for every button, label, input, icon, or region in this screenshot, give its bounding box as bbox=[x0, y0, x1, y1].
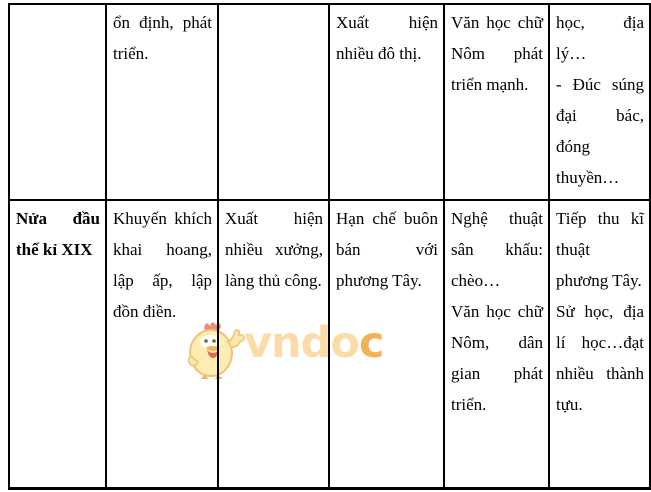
cell-paragraph: Hạn chế buôn bán với phương Tây. bbox=[336, 209, 438, 290]
cell-paragraph: Nửa đầu thế kỉ XIX bbox=[16, 209, 100, 259]
cell-paragraph: - Đúc súng đại bác, đóng thuyền… bbox=[556, 75, 644, 187]
cell-paragraph: Văn học chữ Nôm, dân gian phát triển. bbox=[451, 302, 543, 414]
cell-literature bbox=[444, 4, 549, 200]
cell-paragraph: Khuyến khích khai hoang, lập ấp, lập đồn điền. bbox=[113, 209, 212, 321]
cell-arts-literature bbox=[444, 200, 549, 489]
cell-paragraph: ổn định, phát triển. bbox=[113, 13, 212, 63]
cell-science bbox=[549, 200, 650, 489]
cell-period-header bbox=[9, 200, 106, 489]
cell-paragraph: Xuất hiện nhiều đô thị. bbox=[336, 13, 438, 63]
cell-agriculture bbox=[106, 200, 218, 489]
cell-handicraft-empty bbox=[218, 4, 329, 200]
cell-paragraph: Nghệ thuật sân khấu: chèo… bbox=[451, 209, 543, 290]
table-row-19th-century bbox=[9, 200, 650, 489]
cell-science bbox=[549, 4, 650, 200]
wordmark-accent: c bbox=[358, 318, 384, 368]
history-summary-table bbox=[8, 3, 651, 490]
cell-agriculture bbox=[106, 4, 218, 200]
cell-paragraph: học, địa lý… bbox=[556, 13, 644, 63]
cell-trade bbox=[329, 200, 444, 489]
cell-paragraph: Sử học, địa lí học…đạt nhiều thành tựu. bbox=[556, 302, 644, 414]
cell-paragraph: Văn học chữ Nôm phát triển mạnh. bbox=[451, 13, 543, 94]
cell-period-empty bbox=[9, 4, 106, 200]
cell-paragraph: Xuất hiện nhiều xưởng, làng thủ công. bbox=[225, 209, 323, 290]
cell-paragraph: Tiếp thu kĩ thuật phương Tây. bbox=[556, 209, 644, 290]
table-row-continued bbox=[9, 4, 650, 200]
wordmark-main: vndo bbox=[244, 318, 359, 368]
cell-handicraft bbox=[218, 200, 329, 489]
cell-trade bbox=[329, 4, 444, 200]
